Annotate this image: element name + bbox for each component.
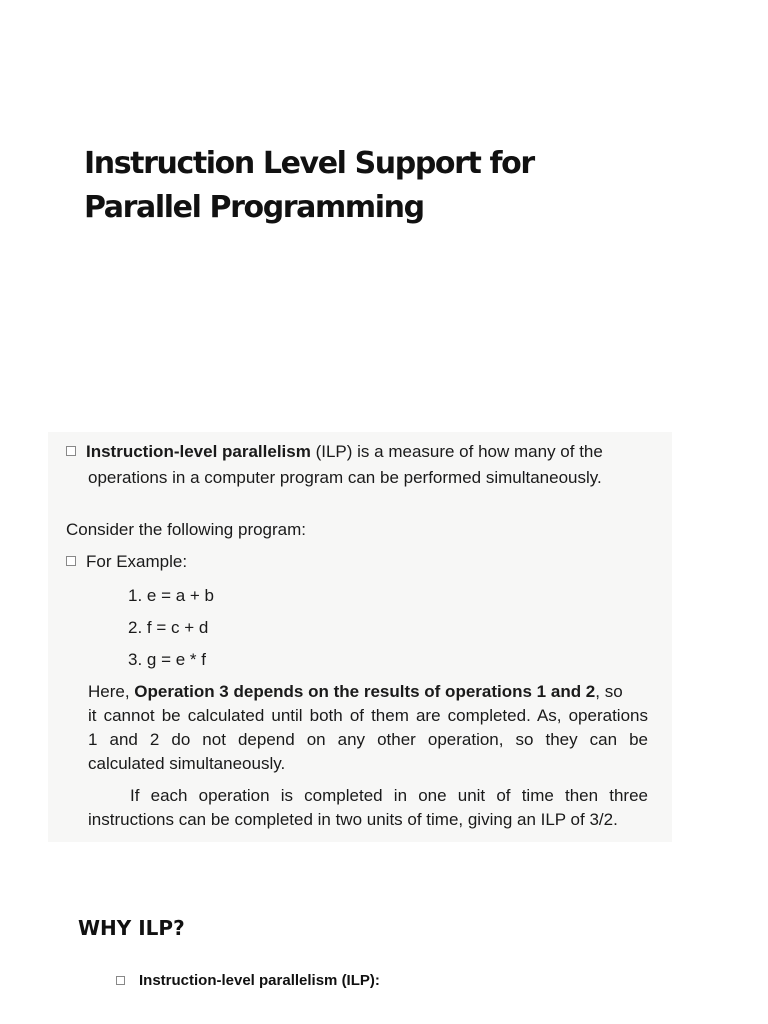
ilp-definition-rest: (ILP) is a measure of how many of the [310,442,603,461]
ilp-sub-bullet [116,972,380,989]
for-example-label: For Example: [86,552,188,571]
explanation-line3: 1 and 2 do not depend on any other operation, so they can be [88,730,648,749]
title-line-2: Parallel Programming [84,190,424,225]
square-bullet-icon [116,976,125,985]
operation-3: 3. g = e * f [128,650,206,669]
scanned-excerpt [48,432,672,842]
square-bullet-icon [66,556,76,566]
ilp-sub-bullet-label: Instruction-level parallelism (ILP): [139,972,380,989]
why-ilp-heading: WHY ILP? [78,916,185,940]
explanation-lead: Here, [88,682,135,701]
bullet-ilp-definition [66,442,603,462]
ilp-result-line1: If each operation is completed in one unit of time then three [130,786,648,805]
operation-2: 2. f = c + d [128,618,209,637]
bullet-for-example [66,552,187,572]
explanation-line1 [88,682,623,702]
explanation-bold: Operation 3 depends on the results of operations 1 and 2 [134,682,596,701]
explanation-line2: it cannot be calculated until both of them are completed. As, operations [88,706,648,725]
ilp-term: Instruction-level parallelism [86,442,311,461]
ilp-definition-line2: operations in a computer program can be performed simultaneously. [88,468,602,487]
square-bullet-icon [66,446,76,456]
title-line-1: Instruction Level Support for [84,146,534,181]
ilp-result-line2: instructions can be completed in two units of time, giving an ILP of 3/2. [88,810,618,829]
operation-1: 1. e = a + b [128,586,215,605]
explanation-tail: , so [595,682,623,701]
explanation-line4: calculated simultaneously. [88,754,286,773]
consider-text: Consider the following program: [66,520,307,539]
page-title [84,142,704,230]
